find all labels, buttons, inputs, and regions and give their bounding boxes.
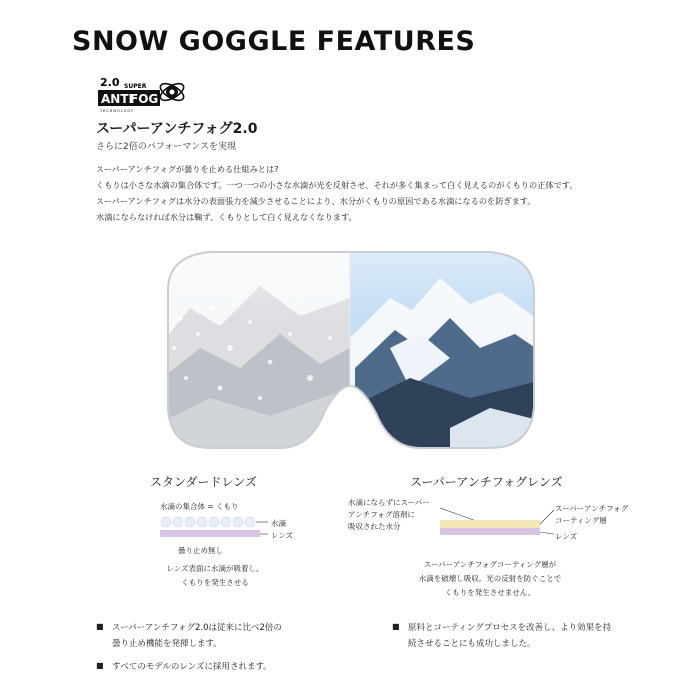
water-droplets — [161, 517, 255, 527]
feature-title: スーパーアンチフォグ2.0 — [96, 121, 258, 137]
logo-version: 2.0 — [100, 76, 120, 89]
super-antifog-logo — [96, 72, 188, 114]
feature-subtitle: さらに2倍のパフォーマンスを実現 — [96, 142, 237, 152]
callout-line: アンチフォグ溶剤に — [348, 510, 415, 519]
super-desc-2: 水滴を破壊し吸収。光の反射を防ぐことで — [418, 574, 562, 583]
label-coating: スーパーアンチフォグ — [555, 504, 629, 513]
lens-layer — [440, 528, 540, 535]
label-coating: コーティング層 — [555, 516, 607, 525]
bullet-icon: ■ — [96, 622, 104, 631]
bullet-line: 曇り止め機能を発揮します。 — [112, 639, 222, 649]
logo-anti: ANTI — [101, 92, 133, 106]
standard-caption: 水滴の集合体 = くもり — [160, 502, 239, 511]
coating-layer — [440, 520, 540, 528]
standard-desc-1: レンズ表面に水滴が吸着し、 — [166, 564, 264, 573]
body-line: 水滴にならなければ水分は鞠ず、くもりとして白く見えなくなります。 — [96, 212, 357, 222]
standard-lens-heading: スタンダードレンズ — [150, 475, 257, 489]
standard-lens-diagram — [160, 514, 270, 542]
body-line: くもりは小さな水滴の集合体です。一つ一つの小さな水滴が光を反射させ、それが多く集まって白く見えるのがくもりの正体です。 — [96, 180, 578, 190]
bullet-icon: ■ — [96, 661, 104, 670]
super-desc-3: くもりを発生させません。 — [444, 588, 536, 597]
no-antifog-label: 曇り止め無し — [178, 546, 223, 555]
bullet-line: 続させることにも成功しました。 — [408, 639, 536, 649]
super-desc-1: スーパーアンチフォグコーティング層が — [423, 560, 557, 569]
atom-icon — [158, 80, 187, 103]
logo-super: SUPER — [124, 83, 147, 90]
logo-fog: FOG — [130, 92, 159, 106]
body-line: スーパーアンチフォグが曇りを止める仕組みとは? — [96, 164, 279, 174]
lens-layer — [160, 530, 260, 537]
standard-desc-2: くもりを発生させる — [181, 578, 249, 587]
logo-tech: TECHNOLOGY — [100, 109, 135, 113]
label-lens: レンズ — [555, 532, 578, 541]
page-title: SNOW GOGGLE FEATURES — [72, 26, 476, 57]
bullet-line: 原料とコーティングプロセスを改善し、より効果を持 — [408, 623, 612, 633]
super-lens-diagram — [420, 500, 560, 545]
callout-line: 吸収された水分 — [348, 522, 401, 531]
super-lens-heading: スーパーアンチフォグレンズ — [410, 475, 563, 489]
bullet-line: すべてのモデルのレンズに採用されます。 — [112, 662, 272, 672]
label-water: 水滴 — [271, 519, 286, 528]
callout-line: 水滴にならずにスーパー — [348, 498, 430, 507]
body-line: スーパーアンチフォグは水分の表面張力を減少させることにより、水分がくもりの原因である水滴になるのを防ぎます。 — [96, 196, 536, 206]
bullet-icon: ■ — [392, 622, 400, 631]
label-lens: レンズ — [271, 531, 294, 540]
bullet-line: スーパーアンチフォグ2.0は従来に比べ2倍の — [112, 623, 282, 633]
goggle-lens-illustration — [150, 238, 550, 470]
